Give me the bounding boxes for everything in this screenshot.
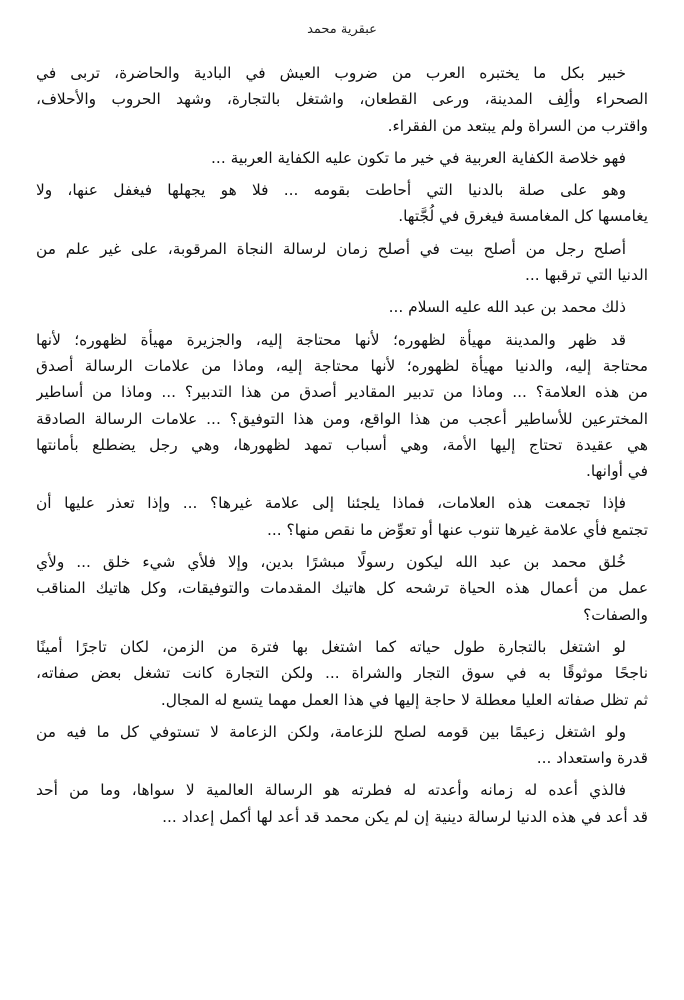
paragraph (36, 294, 648, 320)
text-line: تجتمع فأي علامة غيرها تنوب عنها أو تعوِّض ما نقص منها؟ ... (266, 520, 648, 539)
paragraph (36, 719, 648, 772)
text-line: فهو خلاصة الكفاية العربية في خير ما تكون عليه الكفاية العربية ... (211, 148, 626, 167)
paragraph (36, 177, 648, 230)
text-line: ثم تظل صفاته العليا معطلة لا حاجة إليها في هذا العمل مهما يتسع له المجال. (160, 690, 648, 709)
running-head-title: عبقرية محمد (307, 22, 377, 37)
text-line: قد أعد في هذه الدنيا لرسالة دينية إن لم يكن محمد قد أعد لها أكمل إعداد ... (162, 807, 648, 826)
paragraph (36, 145, 648, 171)
text-line: محتاجة إليه، والدنيا مهيأة لظهوره؛ لأنها محتاجة إليه، وماذا من علامات الرسالة أصدق (36, 356, 648, 375)
text-line: من هذه العلامة؟ ... وماذا من تدبير المقادير أصدق من هذا التدبير؟ ... وماذا من أساطير (36, 383, 648, 402)
text-line: خبير بكل ما يختبره العرب من ضروب العيش في البادية والحاضرة، تربى في (36, 64, 626, 82)
text-line: وهو على صلة بالدنيا التي أحاطت بقومه ... فلا هو يجهلها فيغفل عنها، ولا (36, 181, 626, 200)
text-line: أصلح رجل من أصلح بيت في أصلح زمان لرسالة النجاة المرقوبة، على غير علم من (36, 239, 626, 258)
text-line: هي عقيدة تحتاج إليها الأمة، وهي أسباب تمهد لظهورها، وهي رجل يضطلع بأمانتها (36, 435, 648, 454)
text-line: الصحراء وألِف المدينة، ورعى القطعان، واشتغل بالتجارة، وشهد الحروب والأحلاف، (36, 90, 648, 109)
text-line: والصفات؟ (583, 605, 648, 624)
paragraph (36, 236, 648, 289)
text-line: ولو اشتغل زعيمًا بين قومه لصلح للزعامة، ولكن الزعامة لا تستوفي كل ما فيه من (36, 722, 626, 741)
text-line: واقترب من السراة ولم يبتعد من الفقراء. (387, 116, 648, 135)
text-line: قد ظهر والمدينة مهيأة لظهوره؛ لأنها محتاجة إليه، والجزيرة مهيأة لظهوره؛ لأنها (36, 330, 626, 349)
text-line: الدنيا التي ترقبها ... (524, 266, 648, 285)
paragraph (36, 490, 648, 543)
text-line: قدرة واستعداد ... (536, 749, 648, 768)
text-line: ذلك محمد بن عبد الله عليه السلام ... (388, 298, 626, 317)
text-line: فإذا تجمعت هذه العلامات، فماذا يلجئنا إلى علامة غيرها؟ ... وإذا تعذر عليها أن (36, 494, 626, 513)
paragraph (36, 327, 648, 485)
text-line: فالذي أعده له زمانه وأعدته له فطرته هو الرسالة العالمية لا سواها، وما من أحد (36, 781, 626, 800)
text-line: عمل من أعمال هذه الحياة ترشحه كل هاتيك المقدمات والتوفيقات، وكل هاتيك المناقب (36, 579, 648, 598)
text-line: ناجحًا موثوقًا به في سوق التجار والشراة ... ولكن التجارة كانت تشغل بعض صفاته، (36, 664, 648, 683)
text-line: خُلق محمد بن عبد الله ليكون رسولًا مبشرًا بدين، وإلا فلأي شيء خلق ... ولأي (36, 553, 626, 572)
text-line: يغامسها كل المغامسة فيغرق في لُجَّتها. (398, 207, 648, 226)
paragraph (36, 777, 648, 830)
body-text (36, 60, 648, 836)
text-line: لو اشتغل بالتجارة طول حياته كما اشتغل بها فترة من الزمن، لكان تاجرًا أمينًا (36, 637, 626, 656)
text-line: في أوانها. (585, 462, 648, 481)
paragraph (36, 60, 648, 139)
paragraph (36, 549, 648, 628)
paragraph (36, 634, 648, 713)
text-line: المخترعين للأساطير أعجب من هذا الواقع، ومن هذا التوفيق؟ ... علامات الرسالة الصادقة (36, 409, 648, 428)
